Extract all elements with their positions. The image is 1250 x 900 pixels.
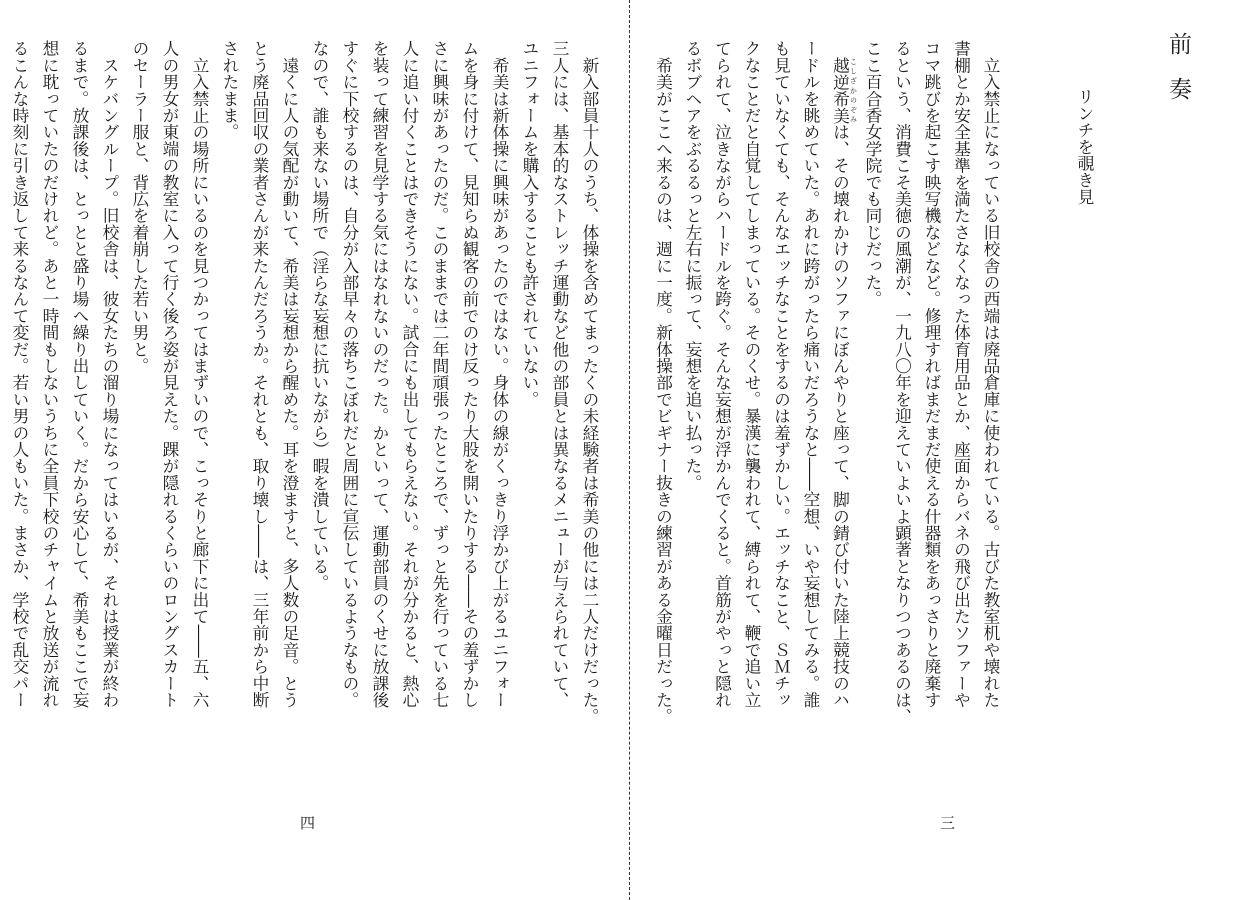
text-line: 立入禁止になっている旧校舎の西端は廃品倉庫に使われている。古びた教室机や壊れた xyxy=(981,40,1001,708)
text-line: スケバングループ。旧校舎は、彼女たちの溜り場になってはいるが、それは授業が終わ xyxy=(100,40,120,708)
text-line: 新入部員十人のうち、体操を含めてまったくの未経験者は希美の他には二人だけだった。 xyxy=(580,40,600,725)
text-line: るという、消費こそ美徳の風潮が、一九八〇年を迎えていよいよ顕著となりつつあるのは、 xyxy=(892,40,913,725)
text-line: も見ていなくても、そんなエッチなことをするのは羞ずかしい。エッチなこと、ＳＭチッ xyxy=(771,40,792,708)
text-line: コマ跳びを起こす映写機などなど。修理すればまだまだ使える什器類をあっさりと廃棄す xyxy=(922,40,942,708)
text-line: るボブヘアをぶるるっと左右に振って、妄想を追い払った。 xyxy=(683,40,703,491)
text-line: されたまま。 xyxy=(220,40,240,141)
text-line: とう廃品回収の業者さんが来たんだろうか。それとも、取り壊し――は、三年前から中断 xyxy=(250,40,270,708)
text-line: なので、誰も来ない場所で（淫らな妄想に抗いながら）暇を潰している。 xyxy=(310,40,330,592)
chapter-subtitle: リンチを覗き見 xyxy=(1075,88,1095,205)
text-line: 希美は新体操に興味があったのではない。身体の線がくっきり浮かび上がるユニフォー xyxy=(490,40,510,708)
page-number-right: 三 xyxy=(940,814,956,832)
text-line: さに興味があったのだ。このままでは二年間頑張ったところで、ずっと先を行っている七 xyxy=(430,40,450,708)
text-line: ムを身に付けて、見知らぬ観客の前でのけ反ったり大股を開いたりする――その羞ずかし xyxy=(460,40,480,708)
text-line: ここ百合香女学院でも同じだった。 xyxy=(863,40,883,308)
text-line: 書棚とか安全基準を満たさなくなった体育用品とか、座面からバネの飛び出たソファーや xyxy=(951,40,972,708)
name-with-furigana xyxy=(830,56,858,124)
chapter-title: 前奏 xyxy=(1165,32,1191,122)
ruby-reading: こしざかのぞみ xyxy=(849,56,858,124)
text-line: クなことだと自覚してしまっている。そのくせ。暴漢に襲われて、縛られて、鞭で追い立 xyxy=(742,40,762,708)
text-line: るまで。放課後は、とっとと盛り場へ繰り出していく。だから安心して、希美もここで妄 xyxy=(70,40,90,708)
line-rest: は、その壊れかけのソファにぼんやりと座って、脚の錆び付いた陸上競技のハ xyxy=(830,123,851,709)
right-page-body xyxy=(648,40,1005,725)
text-line: 三人には、基本的なストレッチ運動など他の部員とは異なるメニューが与えられていて、 xyxy=(550,40,570,708)
ruby-base: 越逆希美 xyxy=(830,56,851,124)
text-line: ユニフォームを購入することも許されていない。 xyxy=(520,40,540,408)
line-prefix xyxy=(831,40,851,57)
text-line: 遠くに人の気配が動いて、希美は妄想から醒めた。耳を澄ますと、多人数の足音。とう xyxy=(280,40,300,708)
text-line xyxy=(825,40,858,720)
page-number-left: 四 xyxy=(300,814,316,832)
text-line: のセーラー服と、背広を着崩した若い男と。 xyxy=(130,40,150,374)
text-line: 想に耽っていたのだけれど。あと一時間もしないうちに全員下校のチャイムと放送が流れ xyxy=(40,40,60,708)
text-line: 人の男女が東端の教室に入って行く後ろ姿が見えた。踝が隠れるくらいのロングスカート xyxy=(160,40,180,708)
left-page-body xyxy=(5,40,605,725)
text-line: すぐに下校するのは、自分が入部早々の落ちこぼれだと周囲に宣伝しているようなもの。 xyxy=(340,40,360,708)
text-line: てられて、泣きながらハードルを跨ぐ。そんな妄想が浮かんでくると。首筋がやっと隠れ xyxy=(712,40,733,708)
text-line: るこんな時刻に引き返して来るなんて変だ。若い男の人もいた。まさか、学校で乱交パー xyxy=(10,40,30,708)
page-divider xyxy=(629,0,630,900)
text-line: 立入禁止の場所にいるのを見つかってはまずいので、こっそりと廊下に出て――五、六 xyxy=(190,40,210,708)
text-line: 希美がここへ来るのは、週に一度。新体操部でビギナー抜きの練習がある金曜日だった。 xyxy=(653,40,674,725)
text-line: を装って練習を見学する気にはなれないのだった。かといって、運動部員のくせに放課後 xyxy=(370,40,390,708)
text-line: ードルを眺めていた。あれに跨がったら痛いだろうなと――空想、いや妄想してみる。誰 xyxy=(801,40,821,708)
text-line: 人に追い付くことはできそうにない。試合にも出してもらえない。それが分かると、熱心 xyxy=(400,40,420,708)
